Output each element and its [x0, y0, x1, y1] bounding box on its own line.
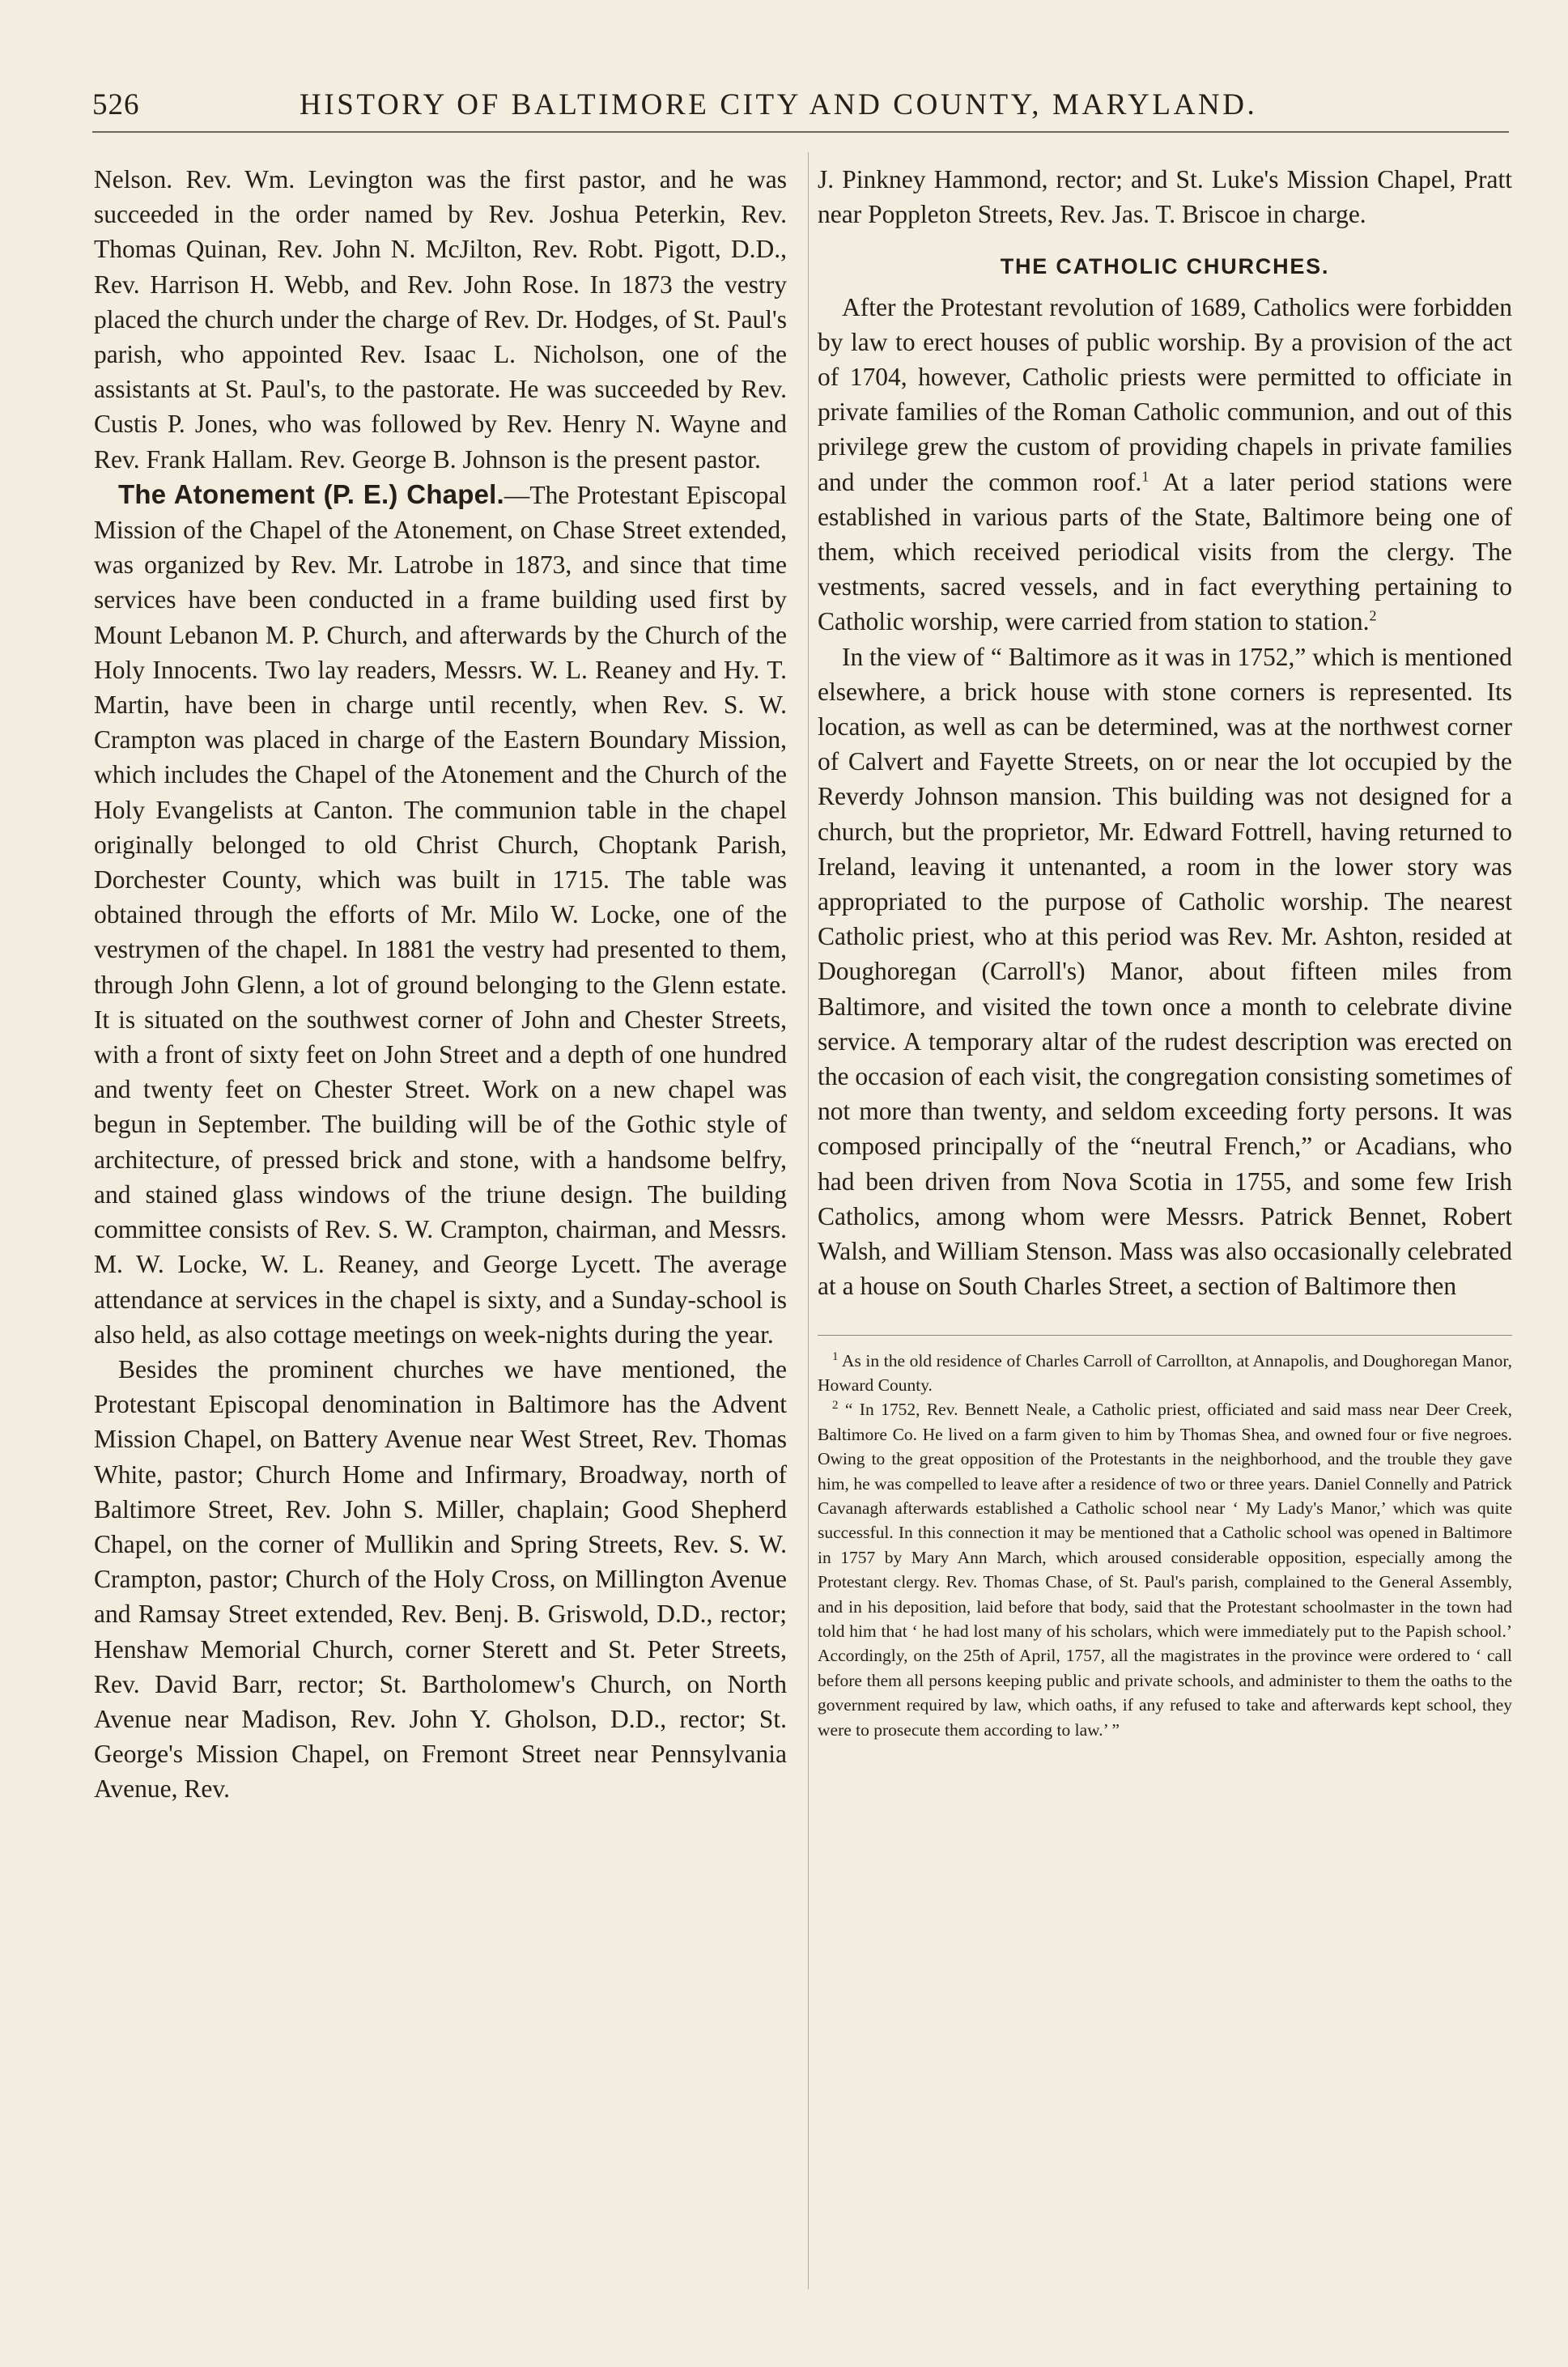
paragraph-atonement-chapel [94, 477, 787, 1352]
atonement-chapel-text: —The Protestant Episcopal Mission of the Chapel of the Atonement, on Chase Street extended, was organized by Rev. Mr. Latrobe in 1873, and since that time services have been conducted in a frame building used first by Mount Lebanon M. P. Church, and afterwards by the Church of the Holy Innocents. Two lay readers, Messrs. W. L. Reaney and Hy. T. Martin, have been in charge until recently, when Rev. S. W. Crampton was placed in charge of the Eastern Boundary Mission, which includes the Chapel of the Atonement and the Church of the Holy Evangelists at Canton. The communion table in the chapel originally belonged to old Christ Church, Choptank Parish, Dorchester County, which was built in 1715. The table was obtained through the efforts of Mr. Milo W. Locke, one of the vestrymen of the chapel. In 1881 the vestry had presented to them, through John Glenn, a lot of ground belonging to the Glenn estate. It is situated on the southwest corner of John and Chester Streets, with a front of sixty feet on John Street and a depth of one hundred and twenty feet on Chester Street. Work on a new chapel was begun in September. The building will be of the Gothic style of architecture, of pressed brick and stone, with a handsome belfry, and stained glass windows of the triune design. The building committee consists of Rev. S. W. Crampton, chairman, and Messrs. M. W. Locke, W. L. Reaney, and George Lycett. The average attendance at services in the chapel is sixty, and a Sunday-school is also held, as also cottage meetings on week-nights during the year. [94, 480, 787, 1349]
paragraph-other-episcopal-churches: Besides the prominent churches we have mentioned, the Protestant Episcopal denomination in Baltimore has the Advent Mission Chapel, on Battery Avenue near West Street, Rev. Thomas White, pastor; Church Home and Infirmary, Broadway, north of Baltimore Street, Rev. John S. Miller, chaplain; Good Shepherd Chapel, on the corner of Mullikin and Spring Streets, Rev. S. W. Crampton, pastor; Church of the Holy Cross, on Millington Avenue and Ramsay Street extended, Rev. Benj. B. Griswold, D.D., rector; Henshaw Memorial Church, corner Sterett and St. Peter Streets, Rev. David Barr, rector; St. Bartholomew's Church, on North Avenue near Madison, Rev. John Y. Gholson, D.D., rector; St. George's Mission Chapel, on Fremont Street near Pennsylvania Avenue, Rev. [94, 1354, 787, 1804]
footnote-ref-1[interactable]: 1 [1141, 468, 1149, 485]
left-column [94, 162, 787, 1807]
paragraph-nelson-pastors: Nelson. Rev. Wm. Levington was the first pastor, and he was succeeded in the order named by Rev. Joshua Peterkin, Rev. Thomas Quinan, Rev. John N. McJilton, Rev. Robt. Pigott, D.D., Rev. Harrison H. Webb, and Rev. John Rose. In 1873 the vestry placed the church under the charge of Rev. Dr. Hodges, of St. Paul's parish, who appointed Rev. Isaac L. Nicholson, one of the assistants at St. Paul's, to the pastorate. He was succeeded by Rev. Custis P. Jones, who was followed by Rev. Henry N. Wayne and Rev. Frank Hallam. Rev. George B. Johnson is the present pastor. [94, 165, 787, 474]
atonement-chapel-heading: The Atonement (P. E.) Chapel. [118, 478, 504, 509]
catholic-history-text-b: At a later period stations were established in various parts of the State, Baltimore being one of them, which received periodical visits from the clergy. The vestments, sacred vessels, and in fact everything pertaining to Catholic worship, were carried from station to station. [818, 467, 1512, 636]
footnote-separator [818, 1335, 1512, 1336]
section-heading-catholic-churches: THE CATHOLIC CHURCHES. [1000, 254, 1330, 279]
footnotes [818, 1349, 1512, 1743]
footnote-1-mark: 1 [832, 1349, 839, 1363]
running-title: HISTORY OF BALTIMORE CITY AND COUNTY, MARYLAND. [300, 88, 1258, 121]
header-rule [92, 131, 1509, 133]
footnote-2 [818, 1397, 1512, 1742]
page-header [92, 87, 1509, 126]
footnote-ref-2[interactable]: 2 [1369, 607, 1377, 624]
catholic-history-text-a: After the Protestant revolution of 1689, Catholics were forbidden by law to erect houses of public worship. By a provision of the act of 1704, however, Catholic priests were permitted to officiate in private families of the Roman Catholic communion, and out of this privilege grew the custom of providing chapels in private families and under the common roof. [818, 292, 1512, 496]
paragraph-st-lukes: J. Pinkney Hammond, rector; and St. Luke's Mission Chapel, Pratt near Poppleton Streets, Rev. Jas. T. Briscoe in charge. [818, 165, 1512, 229]
paragraph-catholic-history [818, 290, 1512, 640]
page-number: 526 [92, 88, 140, 121]
paragraph-baltimore-1752: In the view of “ Baltimore as it was in 1752,” which is mentioned elsewhere, a brick house with stone corners is represented. Its location, as well as can be determined, was at the northwest corner of Calvert and Fayette Streets, on or near the lot occupied by the Reverdy Johnson mansion. This building was not designed for a church, but the proprietor, Mr. Edward Fottrell, having returned to Ireland, leaving it untenanted, a room in the lower story was appropriated to the purpose of Catholic worship. The nearest Catholic priest, who at this period was Rev. Mr. Ashton, resided at Doughoregan (Carroll's) Manor, about fifteen miles from Baltimore, and visited the town once a month to celebrate divine service. A temporary altar of the rudest description was erected on the occasion of each visit, the congregation consisting sometimes of not more than twenty, and seldom exceeding forty persons. It was composed principally of the “neutral French,” or Acadians, who had been driven from Nova Scotia in 1755, and some few Irish Catholics, among whom were Messrs. Patrick Bennet, Robert Walsh, and William Stenson. Mass was also occasionally celebrated at a house on South Charles Street, a section of Baltimore then [818, 642, 1512, 1301]
footnote-1 [818, 1349, 1512, 1398]
footnote-2-mark: 2 [832, 1399, 839, 1413]
footnote-1-text: As in the old residence of Charles Carroll of Carrollton, at Annapolis, and Doughoregan Manor, Howard County. [818, 1350, 1512, 1395]
column-divider [808, 152, 809, 2289]
footnote-2-text: “ In 1752, Rev. Bennett Neale, a Catholic priest, officiated and said mass near Deer Creek, Baltimore Co. He lived on a farm given to him by Thomas Shea, and owned four or five negroes. Owing to the great opposition of the Protestants in the neighborhood, and the trouble they gave him, he was compelled to leave after a residence of two or three years. Daniel Connelly and Patrick Cavanagh afterwards established a Catholic school near ‘ My Lady's Manor,’ which was quite successful. In this connection it may be mentioned that a Catholic school was opened in Baltimore in 1757 by Mary Ann March, which aroused considerable opposition, especially among the Protestant clergy. Rev. Thomas Chase, of St. Paul's parish, complained to the General Assembly, and in his deposition, laid before that body, said that the Protestant schoolmaster in the town had told him that ‘ he had lost many of his scholars, which were immediately put to the Papish school.’ Accordingly, on the 25th of April, 1757, all the magistrates in the province were ordered to ‘ call before them all persons keeping public and private schools, and administer to them the oaths to the government required by law, which oaths, if any refused to take and afterwards kept school, they were to prosecute them according to law.’ ” [818, 1400, 1513, 1740]
right-column [818, 162, 1512, 1742]
